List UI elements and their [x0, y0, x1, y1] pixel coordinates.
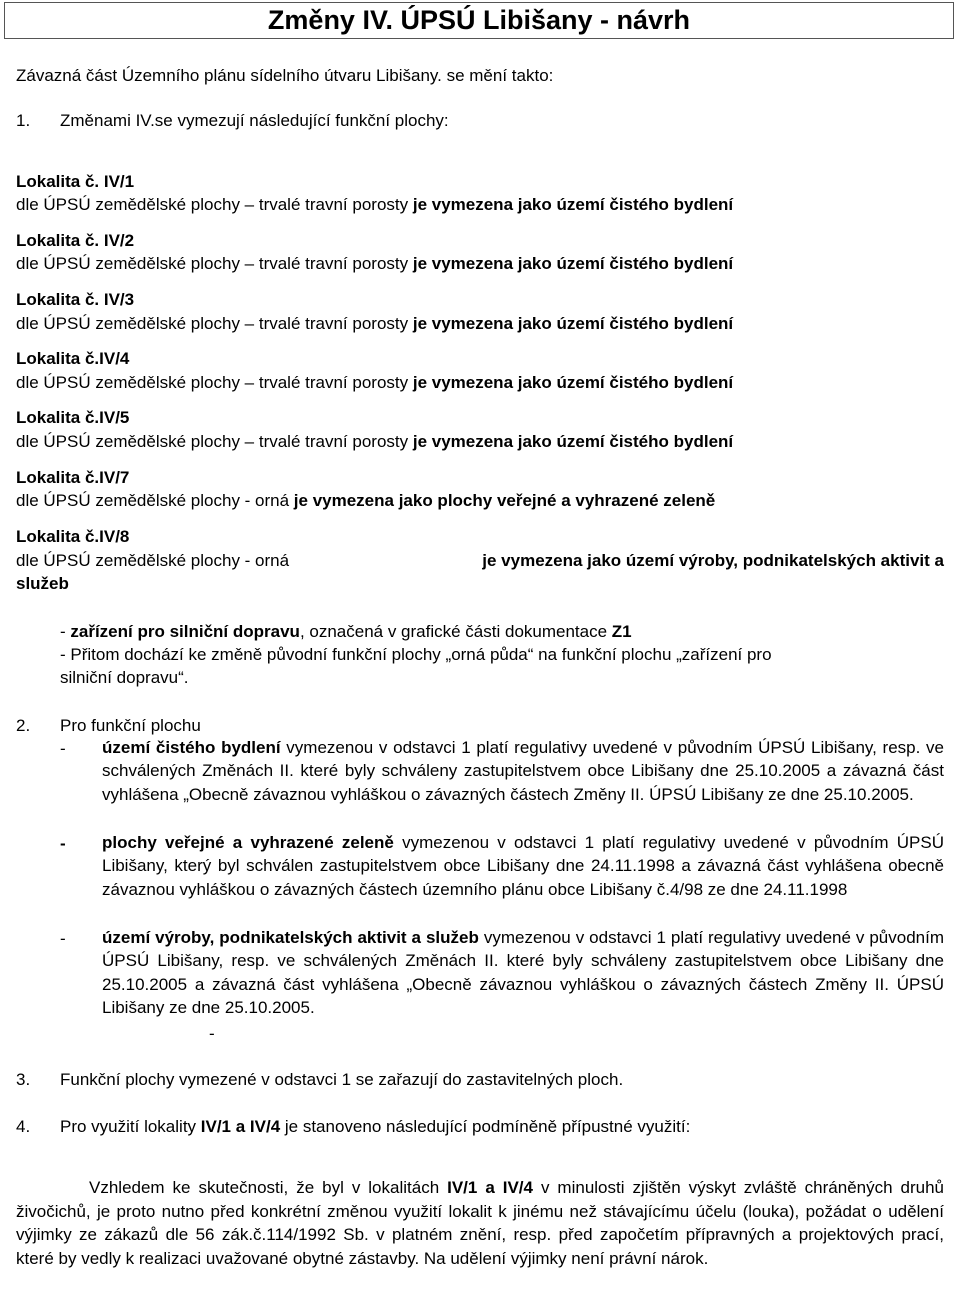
locality-description: [16, 491, 715, 511]
locality-8-bullet-1: [60, 622, 632, 642]
point-2-item-text: vymezenou v odstavci 1 platí regulativy uvedené v původním ÚPSÚ Libišany, resp. ve schválených Změnách II. které byly schváleny zastupitelstvem obce Libišany dne 25.10.2005 a závazná část vyhlášena „Obecně závaznou vyhláškou o závazných částech Změny II. ÚPSÚ Libišany ze dne 25.10.2005.: [102, 928, 944, 1017]
locality-heading: Lokalita č.IV/4: [16, 349, 130, 368]
locality-description: [16, 195, 733, 215]
point-1: [16, 111, 449, 131]
point-2: [16, 716, 201, 736]
locality-description: [16, 551, 944, 571]
point-2-item-dash: -: [60, 739, 66, 758]
point-4-post: je stanoveno následující podmíněně přípustné využití:: [280, 1117, 691, 1136]
locality-original-use: dle ÚPSÚ zemědělské plochy - orná: [16, 491, 294, 510]
locality-new-use: je vymezena jako území čistého bydlení: [412, 432, 734, 451]
locality-new-use-continued: služeb: [16, 574, 69, 593]
point-2-item-dash: -: [60, 929, 66, 948]
locality-heading: Lokalita č. IV/3: [16, 290, 135, 309]
point-1-number: 1.: [16, 111, 31, 130]
closing-pre: Vzhledem ke skutečnosti, že byl v lokalitách: [89, 1178, 448, 1197]
locality-description: [16, 254, 733, 274]
point-2-item: [102, 926, 944, 1019]
point-2-number: 2.: [16, 716, 31, 735]
point-2-item-dash: -: [60, 834, 66, 853]
point-2-item-bold: území výroby, podnikatelských aktivit a služeb: [102, 928, 479, 947]
point-2-item: [102, 736, 944, 806]
point-2-item-text: vymezenou v odstavci 1 platí regulativy uvedené v původním ÚPSÚ Libišany, který byl schválen zastupitelstvem obce Libišany dne 24.11.1998 a závazná část vyhlášena obecně závaznou vyhláškou o závazných částech územního plánu obce Libišany č.4/98 ze dne 24.11.1998: [102, 833, 944, 899]
bullet-bold: zařízení pro silniční dopravu: [70, 622, 300, 641]
point-2-heading: Pro funkční plochu: [60, 716, 201, 735]
locality-heading: Lokalita č.IV/7: [16, 468, 130, 487]
point-4-number: 4.: [16, 1117, 31, 1136]
point-2-item: [102, 831, 944, 901]
locality-description: [16, 432, 733, 452]
locality-heading: Lokalita č.IV/5: [16, 408, 130, 427]
locality-new-use: je vymezena jako plochy veřejné a vyhrazené zeleně: [293, 491, 716, 510]
point-3-text: Funkční plochy vymezené v odstavci 1 se zařazují do zastavitelných ploch.: [60, 1070, 624, 1089]
closing-paragraph: [16, 1176, 944, 1271]
locality-heading: Lokalita č.IV/8: [16, 527, 130, 546]
closing-post: v minulosti zjištěn výskyt zvláště chráněných druhů živočichů, je proto nutno před konkrétní změnou využití lokalit k jinému než stávajícímu účelu (louka), požádat o udělení výjimky ze zákazů dle 56 zák.č.114/1992 Sb. v platném znění, resp. před započetím přípravných a projektových prací, které by vedly k realizaci uvažované obytné zástavby. Na udělení výjimky není právní nárok.: [16, 1178, 945, 1269]
locality-new-use: je vymezena jako území čistého bydlení: [412, 373, 734, 392]
point-3: [16, 1070, 624, 1090]
locality-description: [16, 314, 733, 334]
intro-text: Závazná část Územního plánu sídelního útvaru Libišany. se mění takto:: [16, 66, 554, 85]
locality-original-use: dle ÚPSÚ zemědělské plochy – trvalé travní porosty: [16, 314, 413, 333]
locality-8-bullet-2-continued: silniční dopravu“.: [60, 668, 189, 687]
point-1-text: Změnami IV.se vymezují následující funkční plochy:: [60, 111, 449, 130]
point-3-number: 3.: [16, 1070, 31, 1089]
point-4-localities: IV/1 a IV/4: [200, 1117, 281, 1136]
trailing-dash: -: [209, 1024, 215, 1043]
point-4-text: [60, 1117, 690, 1137]
document-title: Změny IV. ÚPSÚ Libišany - návrh: [4, 2, 954, 39]
bullet-text: , označená v grafické části dokumentace: [299, 622, 612, 641]
locality-heading: Lokalita č. IV/1: [16, 172, 135, 191]
point-2-item-bold: území čistého bydlení: [102, 738, 281, 757]
point-4-pre: Pro využití lokality: [60, 1117, 201, 1136]
locality-original-use: dle ÚPSÚ zemědělské plochy – trvalé travní porosty: [16, 432, 413, 451]
locality-new-use: je vymezena jako území čistého bydlení: [412, 254, 734, 273]
locality-original-use: dle ÚPSÚ zemědělské plochy - orná: [16, 551, 299, 570]
locality-original-use: dle ÚPSÚ zemědělské plochy – trvalé travní porosty: [16, 254, 413, 273]
point-2-item-text: vymezenou v odstavci 1 platí regulativy uvedené v původním ÚPSÚ Libišany, resp. ve schválených Změnách II. které byly schváleny zastupitelstvem obce Libišany dne 25.10.2005 a závazná část vyhlášena „Obecně závaznou vyhláškou o závazných částech Změny II. ÚPSÚ Libišany ze dne 25.10.2005.: [102, 738, 944, 804]
point-4: [16, 1117, 691, 1137]
locality-description: [16, 373, 733, 393]
bullet-code: Z1: [611, 622, 632, 641]
locality-original-use: dle ÚPSÚ zemědělské plochy – trvalé travní porosty: [16, 373, 413, 392]
locality-original-use: dle ÚPSÚ zemědělské plochy – trvalé travní porosty: [16, 195, 413, 214]
locality-new-use: je vymezena jako území čistého bydlení: [412, 314, 734, 333]
locality-new-use: je vymezena jako území čistého bydlení: [412, 195, 734, 214]
locality-new-use: je vymezena jako území výroby, podnikatelských aktivit a: [482, 551, 944, 570]
bullet-dash: -: [60, 622, 71, 641]
point-2-item-bold: plochy veřejné a vyhrazené zeleně: [102, 833, 394, 852]
locality-8-bullet-2: - Přitom dochází ke změně původní funkční plochy „orná půda“ na funkční plochu „zařízení pro: [60, 645, 772, 664]
locality-heading: Lokalita č. IV/2: [16, 231, 135, 250]
closing-localities: IV/1 a IV/4: [447, 1178, 533, 1197]
